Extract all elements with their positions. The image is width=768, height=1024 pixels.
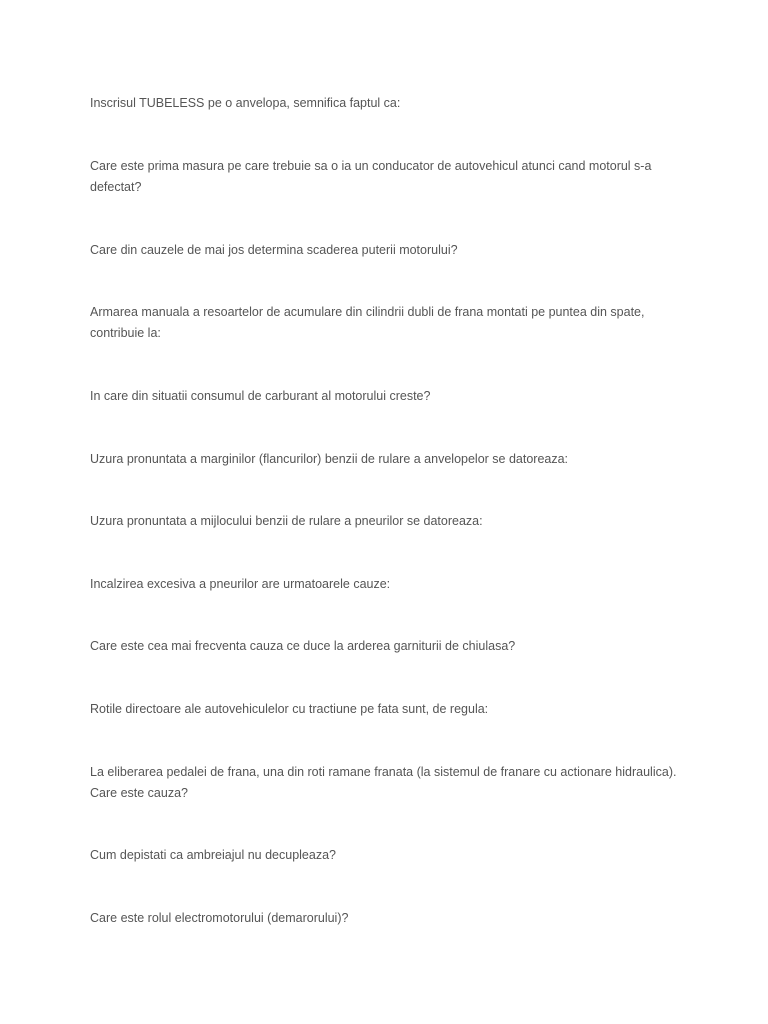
question-text: Rotile directoare ale autovehiculelor cu tractiune pe fata sunt, de regula:: [90, 702, 489, 716]
question-text: Cum depistati ca ambreiajul nu decupleaza?: [90, 848, 336, 862]
question-text: Uzura pronuntata a marginilor (flancurilor) benzii de rulare a anvelopelor se datoreaza:: [90, 452, 569, 466]
question-text: Care este rolul electromotorului (demarorului)?: [90, 911, 349, 925]
question-text: La eliberarea pedalei de frana, una din roti ramane franata (la sistemul de franare cu actionare hidraulica). Care este cauza?: [90, 765, 677, 800]
question-text: Uzura pronuntata a mijlocului benzii de rulare a pneurilor se datoreaza:: [90, 514, 483, 528]
question-text: Care este prima masura pe care trebuie sa o ia un conducator de autovehicul atunci cand motorul s-a defectat?: [90, 159, 652, 194]
question-text: Care din cauzele de mai jos determina scaderea puterii motorului?: [90, 243, 458, 257]
question-text: In care din situatii consumul de carburant al motorului creste?: [90, 389, 431, 403]
question-text: Armarea manuala a resoartelor de acumulare din cilindrii dubli de frana montati pe puntea din spate, contribuie la:: [90, 305, 645, 340]
question-text: Incalzirea excesiva a pneurilor are urmatoarele cauze:: [90, 577, 391, 591]
question-text: Inscrisul TUBELESS pe o anvelopa, semnifica faptul ca:: [90, 96, 401, 110]
question-text: Care este cea mai frecventa cauza ce duce la arderea garniturii de chiulasa?: [90, 639, 516, 653]
